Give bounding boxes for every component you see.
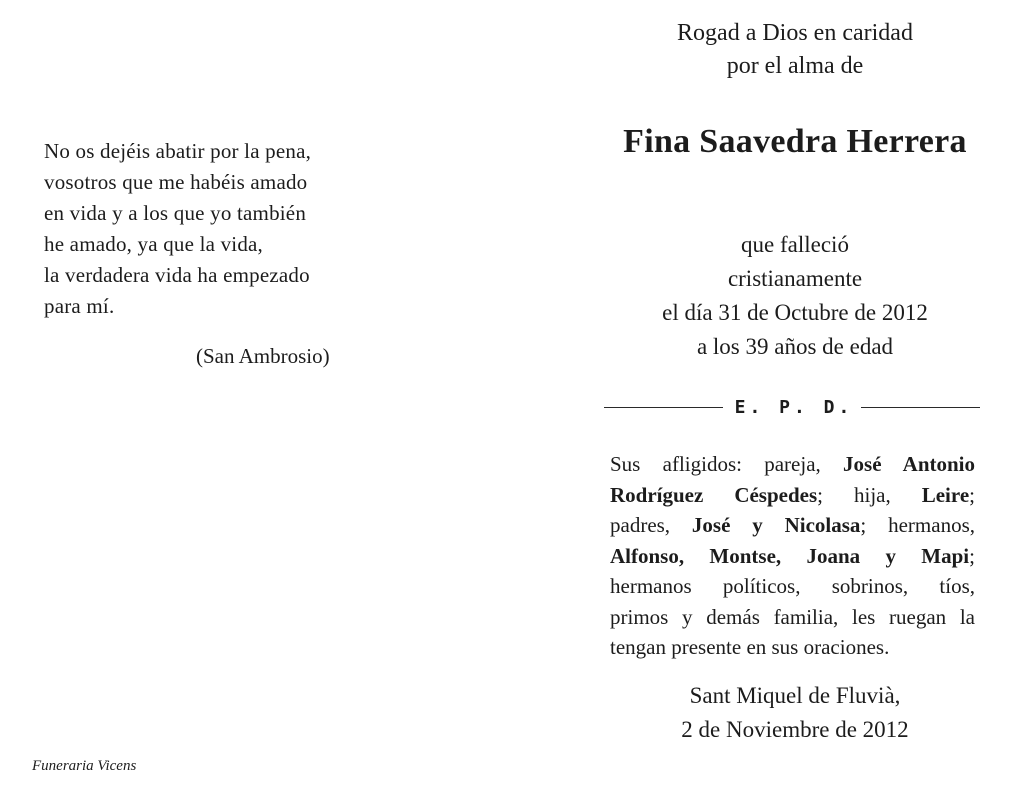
epd-divider <box>604 392 980 422</box>
mourners-text: ; hija, <box>817 482 891 507</box>
poem-line: he amado, ya que la vida, <box>44 232 263 256</box>
place-and-date <box>590 679 1000 747</box>
mourners-paragraph <box>610 449 975 663</box>
divider-rule-left <box>604 407 723 408</box>
mourners-text: ; <box>969 482 976 507</box>
mourners-text: padres, <box>610 513 671 537</box>
date: 2 de Noviembre de 2012 <box>681 717 909 742</box>
death-line: cristianamente <box>727 266 863 291</box>
poem-line: en vida y a los que yo también <box>44 201 307 225</box>
epd-label: E. P. D. <box>734 396 854 418</box>
place: Sant Miquel de Fluvià, <box>689 683 901 708</box>
poem-line: No os dejéis abatir por la pena, <box>44 139 312 163</box>
mourners-line: tengan presente en sus oraciones. <box>610 635 890 659</box>
deceased-name: Fina Saavedra Herrera <box>623 123 967 160</box>
mourner-name: Rodríguez Céspedes <box>610 482 818 507</box>
mourners-line: primos y demás familia, les ruegan la <box>610 604 975 629</box>
poem-line: para mí. <box>44 294 115 318</box>
mourners-line <box>610 480 975 511</box>
divider-rule-right <box>861 407 980 408</box>
mourners-text: ; hermanos, <box>860 513 975 537</box>
poem-attribution: (San Ambrosio) <box>196 344 330 368</box>
prayer-request <box>590 17 1000 83</box>
mourner-name: José Antonio <box>843 452 976 476</box>
prayer-line: por el alma de <box>726 53 864 79</box>
mourners-text: Sus afligidos: pareja, <box>610 452 821 476</box>
mourner-name: Leire <box>921 482 970 507</box>
prayer-line: Rogad a Dios en caridad <box>677 20 913 46</box>
mourners-line <box>610 449 975 480</box>
mourner-name: José y Nicolasa <box>691 513 861 537</box>
mourner-name: Alfonso, Montse, Joana y Mapi <box>610 543 970 568</box>
death-details <box>590 228 1000 364</box>
death-line: que falleció <box>741 232 849 257</box>
poem-line: vosotros que me habéis amado <box>44 170 308 194</box>
death-date: el día 31 de Octubre de 2012 <box>662 300 928 325</box>
poem-text <box>44 136 374 322</box>
funeral-home-credit: Funeraria Vicens <box>32 758 137 774</box>
death-age: a los 39 años de edad <box>696 334 894 359</box>
mourners-line <box>610 510 975 541</box>
mourners-line <box>610 541 975 572</box>
mourners-text: ; <box>969 543 975 568</box>
poem-line: la verdadera vida ha empezado <box>44 263 310 287</box>
mourners-line: hermanos políticos, sobrinos, tíos, <box>610 574 975 598</box>
